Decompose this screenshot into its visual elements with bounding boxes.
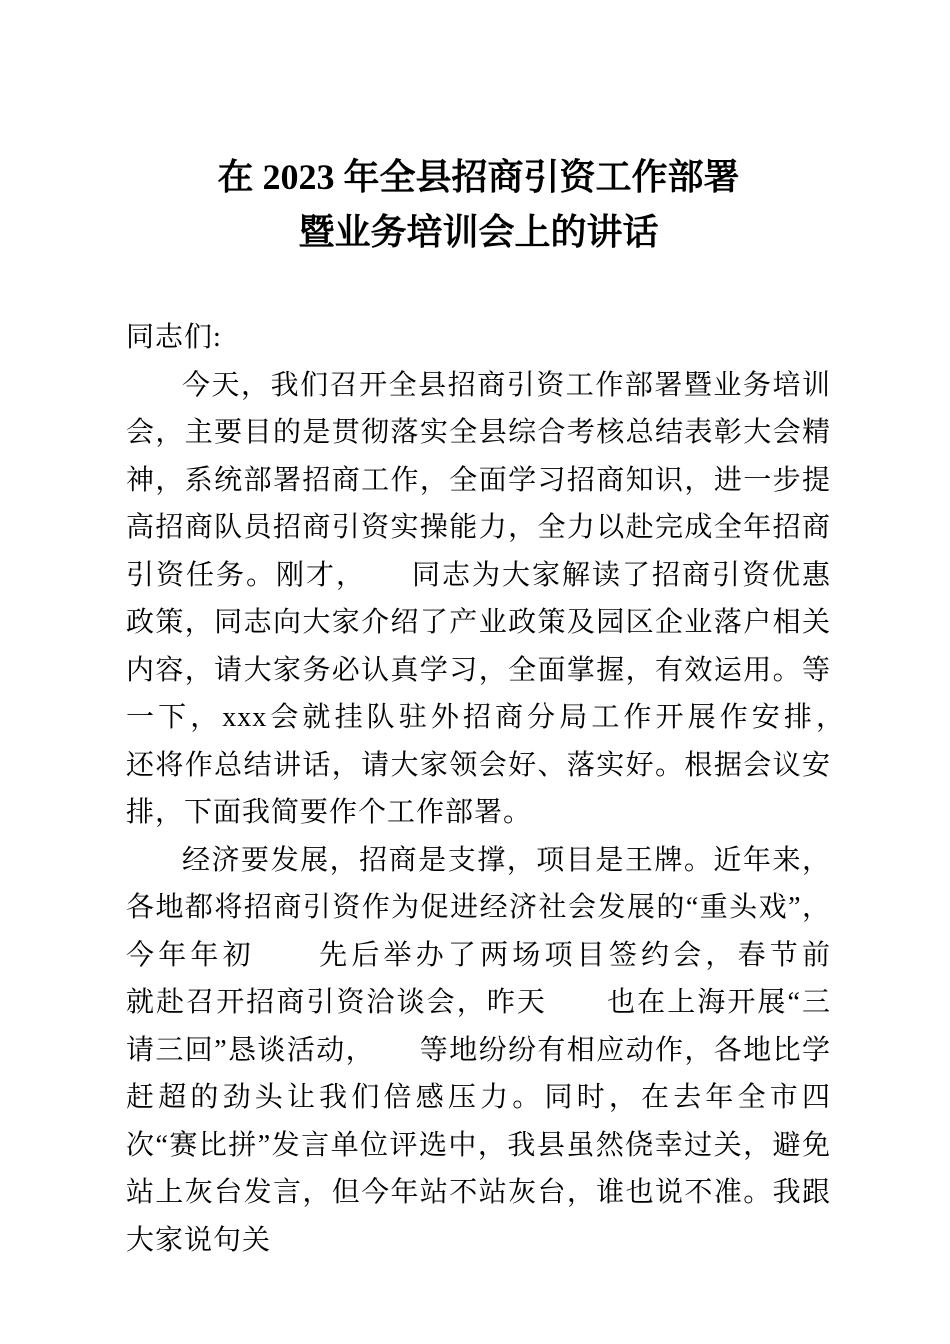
title-line-2: 暨业务培训会上的讲话 bbox=[298, 212, 659, 252]
body-paragraph-2: 经济要发展，招商是支撑，项目是王牌。近年来，各地都将招商引资作为促进经济社会发展的“重头戏”，今年年初 先后举办了两场项目签约会，春节前 就赴召开招商引资洽谈会，昨天 也在上海开展“三请三回”恳谈活动， 等地纷纷有相应动作，各地比学赶超的劲头让我们倍感压力。同时，在去年全市四次“赛比拼”发言单位评选中，我县虽然侥幸过关，避免站上灰台发言，但今年站不站灰台，谁也说不准。我跟大家说句关 bbox=[126, 844, 890, 1256]
body-paragraph-1: 今天，我们召开全县招商引资工作部署暨业务培训会，主要目的是贯彻落实全县综合考核总结表彰大会精神，系统部署招商工作，全面学习招商知识，进一步提高招商队员招商引资实操能力，全力以赴完成全年招商引资任务。刚才， 同志为大家解读了招商引资优惠政策，同志向大家介绍了产业政策及园区企业落户相关内容，请大家务必认真学习，全面掌握，有效运用。等一下，xxx会就挂队驻外招商分局工作开展作安排， 还将作总结讲话，请大家领会好、落实好。根据会议安排，下面我简要作个工作部署。 bbox=[126, 369, 890, 828]
salutation-paragraph: 同志们: bbox=[126, 322, 222, 353]
document-title bbox=[126, 150, 831, 260]
title-line-1: 在 2023 年全县招商引资工作部署 bbox=[217, 157, 740, 197]
